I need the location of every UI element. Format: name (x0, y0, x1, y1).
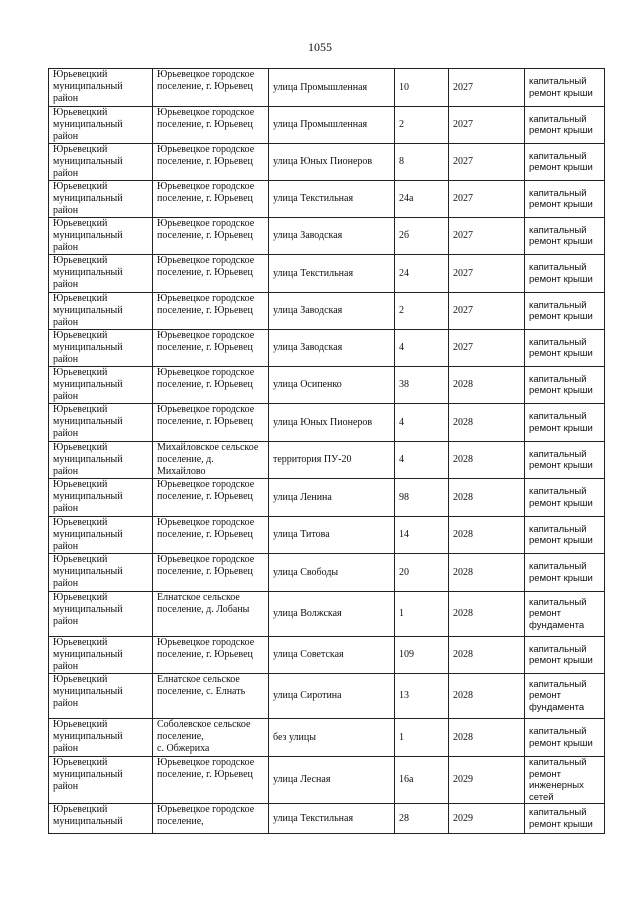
street-cell (269, 330, 395, 367)
year-cell-text: 2027 (453, 193, 473, 204)
year-cell-text: 2027 (453, 267, 473, 279)
year-cell-text: 2028 (453, 731, 473, 743)
settlement-cell (153, 479, 269, 517)
district-cell (49, 181, 153, 218)
work-type-cell-text: капитальный ремонт крыши (529, 561, 593, 584)
house-number-cell-text: 28 (399, 812, 409, 824)
street-cell (269, 442, 395, 479)
work-type-cell-text: капитальный ремонт крыши (529, 807, 593, 830)
district-cell (49, 107, 153, 144)
year-cell (449, 293, 525, 330)
district-cell-text: Юрьевецкий муниципальный район (53, 719, 123, 754)
table-row (49, 757, 605, 804)
district-cell-text: Юрьевецкий муниципальный район (53, 404, 123, 439)
house-number-cell (395, 674, 449, 719)
work-type-cell (525, 255, 605, 293)
work-type-cell (525, 674, 605, 719)
year-cell (449, 218, 525, 255)
settlement-cell (153, 554, 269, 592)
year-cell-text: 2027 (453, 81, 473, 93)
table-row (49, 637, 605, 674)
house-number-cell (395, 517, 449, 554)
year-cell (449, 69, 525, 107)
district-cell (49, 804, 153, 834)
house-number-cell-text: 20 (399, 566, 409, 578)
work-type-cell (525, 592, 605, 637)
district-cell-text: Юрьевецкий муниципальный район (53, 255, 123, 290)
house-number-cell-text: 109 (399, 649, 414, 660)
house-number-cell (395, 69, 449, 107)
street-cell-text: без улицы (273, 731, 316, 743)
settlement-cell-text: Юрьевецкое городское поселение, г. Юрьевец (157, 181, 255, 204)
district-cell (49, 517, 153, 554)
house-number-cell-text: 38 (399, 379, 409, 390)
year-cell (449, 517, 525, 554)
work-type-cell-text: капитальный ремонт крыши (529, 262, 593, 285)
district-cell (49, 367, 153, 404)
settlement-cell (153, 218, 269, 255)
year-cell-text: 2028 (453, 379, 473, 390)
year-cell (449, 479, 525, 517)
street-cell-text: улица Сиротина (273, 690, 342, 701)
table-row (49, 293, 605, 330)
table-row (49, 442, 605, 479)
district-cell (49, 757, 153, 804)
work-type-cell (525, 181, 605, 218)
house-number-cell-text: 10 (399, 81, 409, 93)
settlement-cell (153, 592, 269, 637)
year-cell-text: 2027 (453, 230, 473, 241)
work-type-cell-text: капитальный ремонт крыши (529, 336, 593, 359)
year-cell (449, 592, 525, 637)
settlement-cell (153, 144, 269, 181)
settlement-cell-text: Юрьевецкое городское поселение, г. Юрьевец (157, 144, 255, 167)
street-cell (269, 637, 395, 674)
year-cell-text: 2027 (453, 156, 473, 167)
district-cell-text: Юрьевецкий муниципальный район (53, 674, 123, 709)
district-cell (49, 674, 153, 719)
settlement-cell-text: Елнатское сельское поселение, д. Лобаны (157, 592, 250, 615)
year-cell (449, 181, 525, 218)
street-cell-text: улица Юных Пионеров (273, 416, 373, 428)
district-cell (49, 637, 153, 674)
house-number-cell-text: 2б (399, 230, 410, 241)
street-cell (269, 144, 395, 181)
year-cell-text: 2027 (453, 119, 473, 130)
work-type-cell-text: капитальный ремонт крыши (529, 187, 593, 210)
district-cell-text: Юрьевецкий муниципальный район (53, 293, 123, 328)
street-cell (269, 69, 395, 107)
work-type-cell-text: капитальный ремонт крыши (529, 411, 593, 434)
settlement-cell-text: Юрьевецкое городское поселение, г. Юрьевец (157, 404, 255, 427)
work-type-cell-text: капитальный ремонт фундамента (529, 678, 587, 713)
settlement-cell (153, 757, 269, 804)
work-type-cell (525, 479, 605, 517)
work-type-cell (525, 107, 605, 144)
work-type-cell-text: капитальный ремонт инженерных сетей (529, 757, 587, 803)
district-cell (49, 404, 153, 442)
district-cell (49, 293, 153, 330)
settlement-cell-text: Юрьевецкое городское поселение, г. Юрьевец (157, 218, 255, 241)
house-number-cell (395, 330, 449, 367)
district-cell-text: Юрьевецкий муниципальный район (53, 637, 123, 672)
house-number-cell-text: 14 (399, 529, 409, 540)
year-cell-text: 2029 (453, 812, 473, 824)
settlement-cell-text: Юрьевецкое городское поселение, г. Юрьевец (157, 367, 255, 390)
street-cell (269, 719, 395, 757)
page-number: 1055 (308, 40, 332, 54)
settlement-cell-text: Юрьевецкое городское поселение, г. Юрьевец (157, 637, 255, 660)
table-row (49, 479, 605, 517)
district-cell-text: Юрьевецкий муниципальный район (53, 330, 123, 365)
street-cell (269, 293, 395, 330)
year-cell-text: 2028 (453, 529, 473, 540)
table-row (49, 218, 605, 255)
year-cell-text: 2028 (453, 491, 473, 503)
work-type-cell-text: капитальный ремонт крыши (529, 448, 593, 471)
street-cell (269, 554, 395, 592)
district-cell-text: Юрьевецкий муниципальный район (53, 69, 123, 104)
year-cell (449, 107, 525, 144)
house-number-cell (395, 804, 449, 834)
street-cell (269, 255, 395, 293)
work-type-cell (525, 637, 605, 674)
year-cell-text: 2029 (453, 774, 473, 785)
house-number-cell (395, 181, 449, 218)
year-cell (449, 554, 525, 592)
district-cell (49, 592, 153, 637)
house-number-cell-text: 13 (399, 690, 409, 701)
settlement-cell-text: Юрьевецкое городское поселение, г. Юрьевец (157, 554, 255, 577)
street-cell-text: улица Заводская (273, 305, 343, 316)
street-cell-text: улица Текстильная (273, 812, 354, 824)
work-type-cell (525, 404, 605, 442)
district-cell (49, 255, 153, 293)
table-row (49, 592, 605, 637)
house-number-cell-text: 16а (399, 774, 414, 785)
table-row (49, 330, 605, 367)
district-cell-text: Юрьевецкий муниципальный район (53, 554, 123, 589)
house-number-cell (395, 255, 449, 293)
street-cell (269, 479, 395, 517)
settlement-cell-text: Юрьевецкое городское поселение, г. Юрьевец (157, 107, 255, 130)
table-row (49, 719, 605, 757)
table-row (49, 255, 605, 293)
district-cell-text: Юрьевецкий муниципальный район (53, 367, 123, 402)
table-body (49, 69, 605, 834)
district-cell-text: Юрьевецкий муниципальный (53, 804, 123, 827)
house-number-cell-text: 1 (399, 608, 404, 619)
work-type-cell-text: капитальный ремонт крыши (529, 726, 593, 749)
house-number-cell (395, 218, 449, 255)
settlement-cell-text: Юрьевецкое городское поселение, г. Юрьевец (157, 255, 255, 278)
house-number-cell-text: 24а (399, 193, 414, 204)
settlement-cell-text: Юрьевецкое городское поселение, (157, 804, 255, 827)
street-cell-text: улица Титова (273, 529, 330, 540)
district-cell-text: Юрьевецкий муниципальный район (53, 144, 123, 179)
street-cell (269, 107, 395, 144)
house-number-cell (395, 107, 449, 144)
house-number-cell-text: 2 (399, 119, 404, 130)
house-number-cell-text: 98 (399, 491, 409, 503)
work-type-cell (525, 293, 605, 330)
house-number-cell (395, 757, 449, 804)
settlement-cell-text: Юрьевецкое городское поселение, г. Юрьевец (157, 517, 255, 540)
house-number-cell (395, 719, 449, 757)
house-number-cell (395, 592, 449, 637)
work-type-cell-text: капитальный ремонт крыши (529, 486, 593, 509)
work-type-cell (525, 69, 605, 107)
table-row (49, 804, 605, 834)
settlement-cell-text: Михайловское сельское поселение, д. Михайлово (157, 442, 259, 477)
year-cell (449, 674, 525, 719)
street-cell (269, 592, 395, 637)
work-type-cell (525, 517, 605, 554)
district-cell-text: Юрьевецкий муниципальный район (53, 479, 123, 514)
table-row (49, 554, 605, 592)
district-cell (49, 479, 153, 517)
street-cell-text: улица Свободы (273, 566, 339, 578)
work-type-cell (525, 144, 605, 181)
work-type-cell (525, 330, 605, 367)
year-cell-text: 2028 (453, 454, 473, 465)
settlement-cell (153, 293, 269, 330)
year-cell (449, 719, 525, 757)
work-type-cell (525, 554, 605, 592)
year-cell (449, 404, 525, 442)
house-number-cell-text: 8 (399, 156, 404, 167)
table-row (49, 404, 605, 442)
street-cell (269, 757, 395, 804)
table-row (49, 674, 605, 719)
street-cell (269, 181, 395, 218)
work-type-cell-text: капитальный ремонт крыши (529, 224, 593, 247)
table-row (49, 367, 605, 404)
work-type-cell (525, 757, 605, 804)
house-number-cell-text: 1 (399, 731, 404, 743)
house-number-cell-text: 24 (399, 267, 409, 279)
district-cell (49, 144, 153, 181)
street-cell-text: улица Осипенко (273, 379, 342, 390)
district-cell-text: Юрьевецкий муниципальный район (53, 107, 123, 142)
house-number-cell (395, 144, 449, 181)
house-number-cell (395, 293, 449, 330)
settlement-cell-text: Юрьевецкое городское поселение, г. Юрьевец (157, 293, 255, 316)
work-type-cell-text: капитальный ремонт фундамента (529, 596, 587, 631)
district-cell (49, 442, 153, 479)
house-number-cell-text: 4 (399, 342, 404, 353)
settlement-cell-text: Юрьевецкое городское поселение, г. Юрьевец (157, 330, 255, 353)
year-cell-text: 2028 (453, 608, 473, 619)
year-cell (449, 255, 525, 293)
work-type-cell-text: капитальный ремонт крыши (529, 150, 593, 173)
district-cell (49, 554, 153, 592)
district-cell-text: Юрьевецкий муниципальный район (53, 757, 123, 792)
street-cell-text: улица Советская (273, 649, 344, 660)
year-cell-text: 2028 (453, 416, 473, 428)
settlement-cell (153, 107, 269, 144)
house-number-cell (395, 637, 449, 674)
table-row (49, 181, 605, 218)
year-cell-text: 2028 (453, 690, 473, 701)
year-cell (449, 330, 525, 367)
year-cell (449, 442, 525, 479)
street-cell-text: улица Текстильная (273, 267, 354, 279)
street-cell (269, 404, 395, 442)
settlement-cell (153, 330, 269, 367)
settlement-cell-text: Соболевское сельское поселение, с. Обжериха (157, 719, 251, 754)
work-type-cell-text: капитальный ремонт крыши (529, 373, 593, 396)
year-cell-text: 2027 (453, 305, 473, 316)
year-cell-text: 2027 (453, 342, 473, 353)
district-cell-text: Юрьевецкий муниципальный район (53, 592, 123, 627)
work-type-cell (525, 367, 605, 404)
house-number-cell (395, 367, 449, 404)
work-type-cell-text: капитальный ремонт крыши (529, 76, 593, 99)
house-number-cell-text: 4 (399, 454, 404, 465)
settlement-cell (153, 181, 269, 218)
work-type-cell (525, 719, 605, 757)
street-cell (269, 218, 395, 255)
year-cell-text: 2028 (453, 566, 473, 578)
street-cell-text: улица Промышленная (273, 81, 368, 93)
settlement-cell (153, 442, 269, 479)
street-cell-text: улица Заводская (273, 342, 343, 353)
house-number-cell-text: 2 (399, 305, 404, 316)
settlement-cell (153, 719, 269, 757)
settlement-cell-text: Юрьевецкое городское поселение, г. Юрьевец (157, 69, 255, 92)
house-number-cell (395, 554, 449, 592)
street-cell (269, 674, 395, 719)
settlement-cell (153, 69, 269, 107)
street-cell (269, 804, 395, 834)
year-cell (449, 367, 525, 404)
settlement-cell (153, 517, 269, 554)
settlement-cell-text: Юрьевецкое городское поселение, г. Юрьевец (157, 757, 255, 780)
street-cell-text: улица Ленина (273, 491, 332, 503)
settlement-cell (153, 255, 269, 293)
table-row (49, 144, 605, 181)
year-cell (449, 637, 525, 674)
settlement-cell-text: Елнатское сельское поселение, с. Елнать (157, 674, 246, 697)
year-cell (449, 144, 525, 181)
district-cell (49, 218, 153, 255)
work-type-cell (525, 804, 605, 834)
house-number-cell (395, 404, 449, 442)
settlement-cell (153, 804, 269, 834)
street-cell-text: улица Текстильная (273, 193, 354, 204)
house-number-cell-text: 4 (399, 416, 404, 428)
settlement-cell (153, 637, 269, 674)
settlement-cell-text: Юрьевецкое городское поселение, г. Юрьевец (157, 479, 255, 502)
street-cell-text: территория ПУ-20 (273, 454, 352, 465)
street-cell-text: улица Лесная (273, 774, 331, 785)
work-type-cell-text: капитальный ремонт крыши (529, 643, 593, 666)
street-cell-text: улица Промышленная (273, 119, 368, 130)
work-type-cell-text: капитальный ремонт крыши (529, 299, 593, 322)
district-cell-text: Юрьевецкий муниципальный район (53, 442, 123, 477)
work-type-cell-text: капитальный ремонт крыши (529, 113, 593, 136)
street-cell-text: улица Юных Пионеров (273, 156, 373, 167)
repair-schedule-table (48, 68, 605, 834)
house-number-cell (395, 442, 449, 479)
district-cell (49, 69, 153, 107)
street-cell-text: улица Волжская (273, 608, 342, 619)
street-cell-text: улица Заводская (273, 230, 343, 241)
work-type-cell (525, 218, 605, 255)
year-cell (449, 804, 525, 834)
settlement-cell (153, 674, 269, 719)
table-row (49, 69, 605, 107)
district-cell-text: Юрьевецкий муниципальный район (53, 517, 123, 552)
district-cell (49, 330, 153, 367)
street-cell (269, 367, 395, 404)
house-number-cell (395, 479, 449, 517)
year-cell-text: 2028 (453, 649, 473, 660)
work-type-cell (525, 442, 605, 479)
table-row (49, 517, 605, 554)
district-cell-text: Юрьевецкий муниципальный район (53, 181, 123, 216)
district-cell (49, 719, 153, 757)
settlement-cell (153, 367, 269, 404)
table-row (49, 107, 605, 144)
district-cell-text: Юрьевецкий муниципальный район (53, 218, 123, 253)
work-type-cell-text: капитальный ремонт крыши (529, 523, 593, 546)
settlement-cell (153, 404, 269, 442)
street-cell (269, 517, 395, 554)
year-cell (449, 757, 525, 804)
